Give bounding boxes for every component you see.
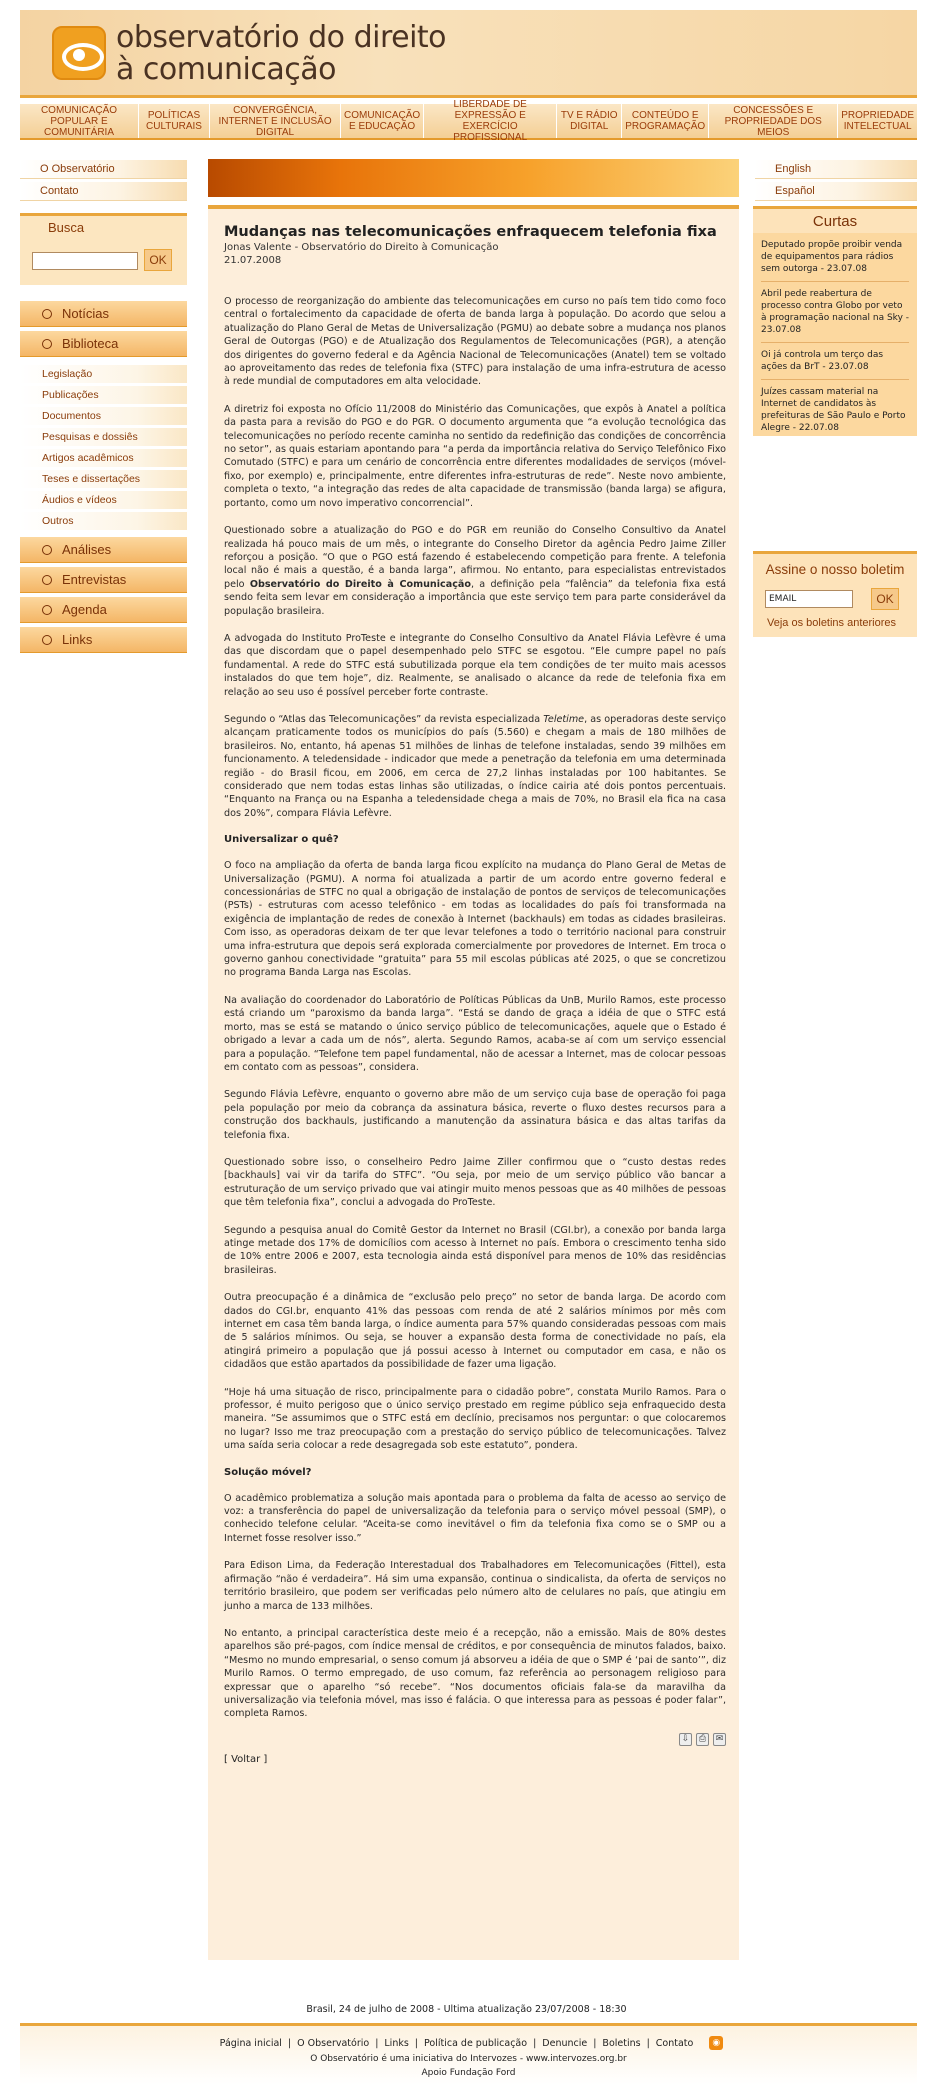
footer-link-home[interactable]: Página inicial (219, 2037, 282, 2049)
section-heading: Solução móvel? (224, 1466, 312, 1478)
search-label: Busca (48, 220, 85, 235)
menu-label: Entrevistas (62, 572, 127, 587)
separator: | (375, 2037, 379, 2049)
curtas-item[interactable]: Abril pede reabertura de processo contra Globo por veto à programação nacional na Sky - 23.07.08 (761, 282, 909, 343)
menu-label: Links (62, 632, 93, 647)
curtas-item[interactable]: Juízes cassam material na Internet de candidatos às prefeituras de São Paulo e Porto Alegre - 22.07.08 (761, 387, 906, 433)
email-field[interactable]: EMAIL (765, 590, 853, 608)
footer-link-observatorio[interactable]: O Observatório (297, 2037, 370, 2049)
menu-entrevistas[interactable] (20, 567, 187, 593)
submenu-audios-videos[interactable]: Áudios e vídeos (20, 491, 187, 509)
topnav-convergencia[interactable]: CONVERGÊNCIA, INTERNET E INCLUSÃO DIGITAL (210, 104, 341, 138)
footer-link-politica[interactable]: Política de publicação (424, 2037, 528, 2049)
top-navigation (20, 99, 917, 143)
article-paragraph: A advogada do Instituto ProTeste e integrante do Conselho Consultivo da Anatel Flávia Lefèvre é uma das que discordam que o papel desempenhado pelo STFC se esgotou. “Ele cumpre papel no país fundamental. A rede do STFC está subutilizada porque ela tem condições de ter muito mais acessos instalados do que tem hoje”, diz. Realmente, se analisado o alcance da rede de telefonia fixa em relação ao seu uso é possível perceber forte contraste. (224, 632, 726, 698)
sidebar-link-contato[interactable]: Contato (20, 182, 187, 201)
print-icon[interactable]: ⎙ (696, 1733, 709, 1746)
curtas-title: Curtas (753, 209, 917, 233)
site-title-line-1: observatório do direito (116, 20, 447, 55)
separator: | (414, 2037, 418, 2049)
circle-bullet-icon (42, 575, 52, 585)
site-header (20, 10, 917, 98)
pdf-icon[interactable]: ⇩ (679, 1733, 692, 1746)
footer-link-denuncie[interactable]: Denuncie (542, 2037, 588, 2049)
article-paragraph: Na avaliação do coordenador do Laboratório de Políticas Públicas da UnB, Murilo Ramos, este processo está criando um “paroxismo da banda larga”. “Está se dando de graça a idéia de que o STFC está morto, mas se está se matando o único serviço público de telecomunicações, aquele que o Estado é obrigado a levar a cada um de nós”, alerta. Segundo Ramos, acaba-se aí com um serviço essencial para a população. “Telefone tem papel fundamental, não de acessar a Internet, mas de colocar pessoas em contato com as pessoas”, considera. (224, 994, 726, 1073)
article-date: 21.07.2008 (224, 255, 282, 266)
menu-agenda[interactable] (20, 597, 187, 623)
footer-date: Brasil, 24 de julho de 2008 - Ultima atualização 23/07/2008 - 18:30 (306, 2004, 627, 2015)
curtas-box (753, 206, 917, 436)
article-paragraph: A diretriz foi exposta no Ofício 11/2008 do Ministério das Comunicações, que expôs à Anatel a política da pasta para a revisão do PGO e do PGR. O documento argumenta que “a evolução tecnológica das telecomunicações no período recente caminha no sentido da redefinição das condições de concorrência no setor”, as quais estariam apontando para “a perda da importância relativa do Serviço Telefônico Fixo Comutado (STFC) e para um cenário de concorrência entre diferentes modalidades de serviços (móvel-fixo, por exemplo) e, principalmente, entre diferentes infra-estruturas de rede”. Neste novo ambiente, completa o texto, “a integração das redes de alta capacidade de transmissão (banda larga) se afigura, portanto, como um novo imperativo concorrencial”. (224, 403, 726, 509)
curtas-item[interactable]: Oi já controla um terço das ações da BrT - 23.07.08 (761, 343, 909, 380)
search-input[interactable] (32, 252, 138, 270)
submenu-teses[interactable]: Teses e dissertações (20, 470, 187, 488)
article-paragraph: Para Edison Lima, da Federação Interestadual dos Trabalhadores em Telecomunicações (Fittel), esta afirmação “não é verdadeira”. Há sim uma expansão, continua o sindicalista, da oferta de serviços no território brasileiro, que podem ser verificadas pelo número alto de celulares no país, que atingiu em junho a marca de 133 milhões. (224, 1560, 726, 1612)
circle-bullet-icon (42, 309, 52, 319)
logo-eye-icon[interactable] (52, 26, 106, 80)
newsletter-ok-button[interactable]: OK (871, 588, 899, 610)
submenu-legislacao[interactable]: Legislação (20, 365, 187, 383)
topnav-comunicacao-popular[interactable]: COMUNICAÇÃO POPULAR E COMUNITÁRIA (20, 104, 139, 138)
topnav-liberdade-expressao[interactable]: LIBERDADE DE EXPRESSÃO E EXERCÍCIO PROFISSIONAL (424, 104, 557, 138)
article-paragraph: O acadêmico problematiza a solução mais apontada para o problema da falta de acesso ao serviço de voz: a transferência do papel de universalização da telefonia para o serviço móvel pessoal (SMP), o conhecido telefone celular. “Aceita-se como inevitável o fim da telefonia fixa como se o SMP ou a Internet fosse resolver isso.” (224, 1492, 726, 1544)
menu-label: Notícias (62, 306, 109, 321)
circle-bullet-icon (42, 339, 52, 349)
footer-support: Apoio Fundação Ford (421, 2068, 516, 2078)
article-paragraph: O foco na ampliação da oferta de banda larga ficou explícito na mudança do Plano Geral de Metas de Universalização (PGMU). A norma foi atualizada a partir de um acordo entre governo federal e concessionárias de STFC no qual a obrigação de instalação de pontos de serviços de telecomunicações (PSTs) - estruturas com acesso telefônico - em todas as localidades do país foi transformada na exigência de implantação de redes de conexão à Internet (backhauls) em todas as cidades brasileiras. Com isso, as operadoras deixam de ter que levar telefones a todo o território nacional para construir uma infra-estrutura que depois será explorada comercialmente por provedores de Internet. Em troca o governo ganhou conectividade “gratuita” para 55 mil escolas públicas até 2025, o que se concretizou no programa Banda Larga nas Escolas. (224, 860, 726, 979)
paragraph-text: , as operadoras deste serviço alcançam praticamente todos os municípios do país (5.560) e chegam a mais de 180 milhões de brasileiros. No, entanto, há apenas 51 milhões de linhas de telefone instaladas, sendo 39 milhões em funcionamento. A teledensidade - indicador que mede a penetração da telefonia em uma determinada região - do Brasil ficou, em 2006, em cerca de 27,2 linhas instaladas por 100 habitantes. Se considerado que nem todas estas linhas são utilizadas, o índice cairia até dois pontos percentuais. “Enquanto na França ou na Espanha a teledensidade chega a mais de 70%, no Brasil ela fica na casa dos 20%”, compara Flávia Lefèvre. (224, 713, 726, 819)
paragraph-text: , a definição pela “falência” da telefonia fixa está sendo feita sem levar em consideração a importância que este serviço tem para parte considerável da população brasileira. (224, 578, 727, 617)
site-title-line-2: à comunicação (116, 52, 336, 87)
footer-link-boletins[interactable]: Boletins (602, 2037, 641, 2049)
topnav-politicas-culturais[interactable]: POLÍTICAS CULTURAIS (139, 104, 210, 138)
previous-bulletins-link[interactable]: Veja os boletins anteriores (767, 617, 897, 629)
site-footer (20, 2023, 917, 2085)
language-espanol[interactable]: Español (755, 182, 917, 201)
paragraph-text: Questionado sobre a atualização do PGO e do PGR em reunião do Conselho Consultivo da Anatel realizada há pouco mais de um mês, o integrante do Conselho Diretor da agência Pedro Jaime Ziller reforçou a posição. “O que o PGO está fazendo é estabelecendo competição para frente. A telefonia local não é mais a questão, é a banda larga”, afirmou. No entanto, para especialistas entrevistados pelo (224, 525, 726, 590)
site-title[interactable] (116, 22, 446, 86)
section-banner (208, 159, 739, 197)
article-container (208, 205, 739, 1960)
back-link[interactable]: [ Voltar ] (224, 1753, 268, 1765)
article-paragraph: Segundo Flávia Lefèvre, enquanto o governo abre mão de um serviço cuja base de operação foi paga pela população por meio da cobrança da assinatura básica, reverte o fluxo destes recursos para a construção dos backhauls, justificando a manutenção da assinatura básica e das altas tarifas da telefonia fixa. (224, 1089, 726, 1141)
topnav-propriedade-intelectual[interactable]: PROPRIEDADE INTELECTUAL (841, 110, 915, 132)
circle-bullet-icon (42, 635, 52, 645)
article-tools (224, 1733, 726, 1746)
left-sidebar (20, 160, 187, 657)
paragraph-bold-text: Observatório do Direito à Comunicação (249, 578, 471, 590)
menu-biblioteca[interactable] (20, 331, 187, 357)
curtas-item[interactable]: Deputado propõe proibir venda de equipamentos para rádios sem outorga - 23.07.08 (761, 233, 909, 282)
topnav-tv-radio-digital[interactable]: TV E RÁDIO DIGITAL (557, 104, 622, 138)
sidebar-link-observatorio[interactable]: O Observatório (20, 160, 187, 179)
article-paragraph (224, 524, 726, 618)
paragraph-text: Segundo o “Atlas das Telecomunicações” da revista especializada (224, 713, 544, 725)
footer-link-contato[interactable]: Contato (655, 2037, 694, 2049)
separator: | (287, 2037, 292, 2049)
submenu-documentos[interactable]: Documentos (20, 407, 187, 425)
separator: | (533, 2037, 537, 2049)
section-heading: Universalizar o quê? (224, 834, 339, 846)
circle-bullet-icon (42, 545, 52, 555)
menu-label: Análises (62, 542, 112, 557)
submenu-publicacoes[interactable]: Publicações (20, 386, 187, 404)
menu-noticias[interactable] (20, 301, 187, 327)
search-ok-button[interactable]: OK (144, 249, 172, 271)
article-author: Jonas Valente - Observatório do Direito à Comunicação (224, 242, 499, 253)
footer-link-links[interactable]: Links (384, 2037, 409, 2049)
article-paragraph: O processo de reorganização do ambiente das telecomunicações em curso no país tem tido como foco central o fortalecimento da capacidade de oferta de banda larga à população. Do acordo que selou a atualização do Plano Geral de Metas de Universalização (PGMU) ao debate sobre a mudança nos planos Geral de Outorgas (PGO) e de Atualização dos Regulamentos de Telecomunicações (PGR), a atenção dos dirigentes do governo federal e da Agência Nacional de Telecomunicações (Anatel) tem se voltado ao aproveitamento das redes de telefonia fixa (STFC) para instalação de uma infra-estrutura de acesso à rede mundial de computadores em alta velocidade. (224, 296, 726, 388)
menu-links[interactable] (20, 627, 187, 653)
article-paragraph: No entanto, a principal característica deste meio é a recepção, não a emissão. Mais de 80% destes aparelhos são pré-pagos, com índice mensal de créditos, e por consequência de minutos falados, baixo. “Mesmo no mundo empresarial, o senso comum já absorveu a idéia de que o SMP é ‘pai de santo’”, diz Murilo Ramos. O termo empregado, de uso comum, faz referência ao personagem religioso para expressar que o aparelho “só recebe”. “Nos documentos oficiais fala-se da maravilha da universalização via telefonia móvel, mas isso é falácia. O que interessa para as pessoas é poder falar”, completa Ramos. (224, 1627, 726, 1720)
circle-bullet-icon (42, 605, 52, 615)
rss-icon[interactable]: ◉ (709, 2036, 723, 2050)
topnav-concessoes[interactable]: CONCESSÕES E PROPRIEDADE DOS MEIOS (709, 104, 838, 138)
paragraph-italic-text: Teletime (543, 713, 585, 725)
menu-label: Biblioteca (62, 336, 119, 351)
submenu-artigos[interactable]: Artigos acadêmicos (20, 449, 187, 467)
newsletter-box (753, 551, 917, 637)
footer-credit: O Observatório é uma iniciativa do Intervozes - www.intervozes.org.br (310, 2054, 627, 2064)
newsletter-title: Assine o nosso boletim (765, 562, 905, 577)
right-sidebar (755, 160, 917, 204)
article-paragraph: “Hoje há uma situação de risco, principalmente para o cidadão pobre”, constata Murilo Ramos. Para o professor, é muito perigoso que o único serviço prestado em regime público seja enfraquecido desta maneira. “Se assumimos que o STFC está em declínio, precisamos nos perguntar: o que colocaremos no lugar? Isso me traz preocupação com a prestação do serviço público de telecomunicações. Talvez uma saída seria colocar a rede desagregada sob este estatuto”, pondera. (224, 1386, 726, 1452)
article-paragraph: Outra preocupação é a dinâmica de “exclusão pelo preço” no setor de banda larga. De acordo com dados do CGI.br, enquanto 41% das pessoas com renda de até 2 salários mínimos por mês com internet em casa têm banda larga, o índice aumenta para 57% quando consideradas pessoas com mais de 5 salários mínimos. Ou seja, se houver a expansão desta forma de conectividade no país, ela atingirá primeiro a população que já possui acesso à Internet ou computador em casa, e não os cidadãos que estão apartados da possibilidade de fazer uma ligação. (224, 1292, 726, 1371)
email-icon[interactable]: ✉ (713, 1733, 726, 1746)
article-title: Mudanças nas telecomunicações enfraquecem telefonia fixa (224, 224, 717, 240)
article-paragraph (224, 713, 726, 820)
submenu-outros[interactable]: Outros (20, 512, 187, 530)
separator: | (593, 2037, 597, 2049)
footer-links (20, 2026, 917, 2050)
separator: | (646, 2037, 650, 2049)
article-paragraph: Questionado sobre isso, o conselheiro Pedro Jaime Ziller confirmou que o “custo destas redes [backhauls] vai vir da tarifa do STFC”. “Ou seja, por meio de um serviço público vão bancar a estruturação de um serviço privado que vai atingir muito menos pessoas que as 40 milhões de pessoas que têm telefonia fixa”, conclui a advogada do ProTeste. (224, 1156, 726, 1209)
topnav-comunicacao-educacao[interactable]: COMUNICAÇÃO E EDUCAÇÃO (341, 104, 424, 138)
language-english[interactable]: English (755, 160, 917, 179)
menu-analises[interactable] (20, 537, 187, 563)
article-paragraph: Segundo a pesquisa anual do Comitê Gestor da Internet no Brasil (CGI.br), a conexão por banda larga atinge metade dos 17% de domicílios com acesso à Internet no país. Embora o crescimento tenha sido de 10% entre 2006 e 2007, esta tecnologia ainda está disponível para menos de 10% das residências brasileiras. (224, 1224, 726, 1276)
article (224, 223, 726, 1765)
submenu-pesquisas[interactable]: Pesquisas e dossiês (20, 428, 187, 446)
menu-label: Agenda (62, 602, 107, 617)
topnav-conteudo-programacao[interactable]: CONTEÚDO E PROGRAMAÇÃO (622, 104, 709, 138)
